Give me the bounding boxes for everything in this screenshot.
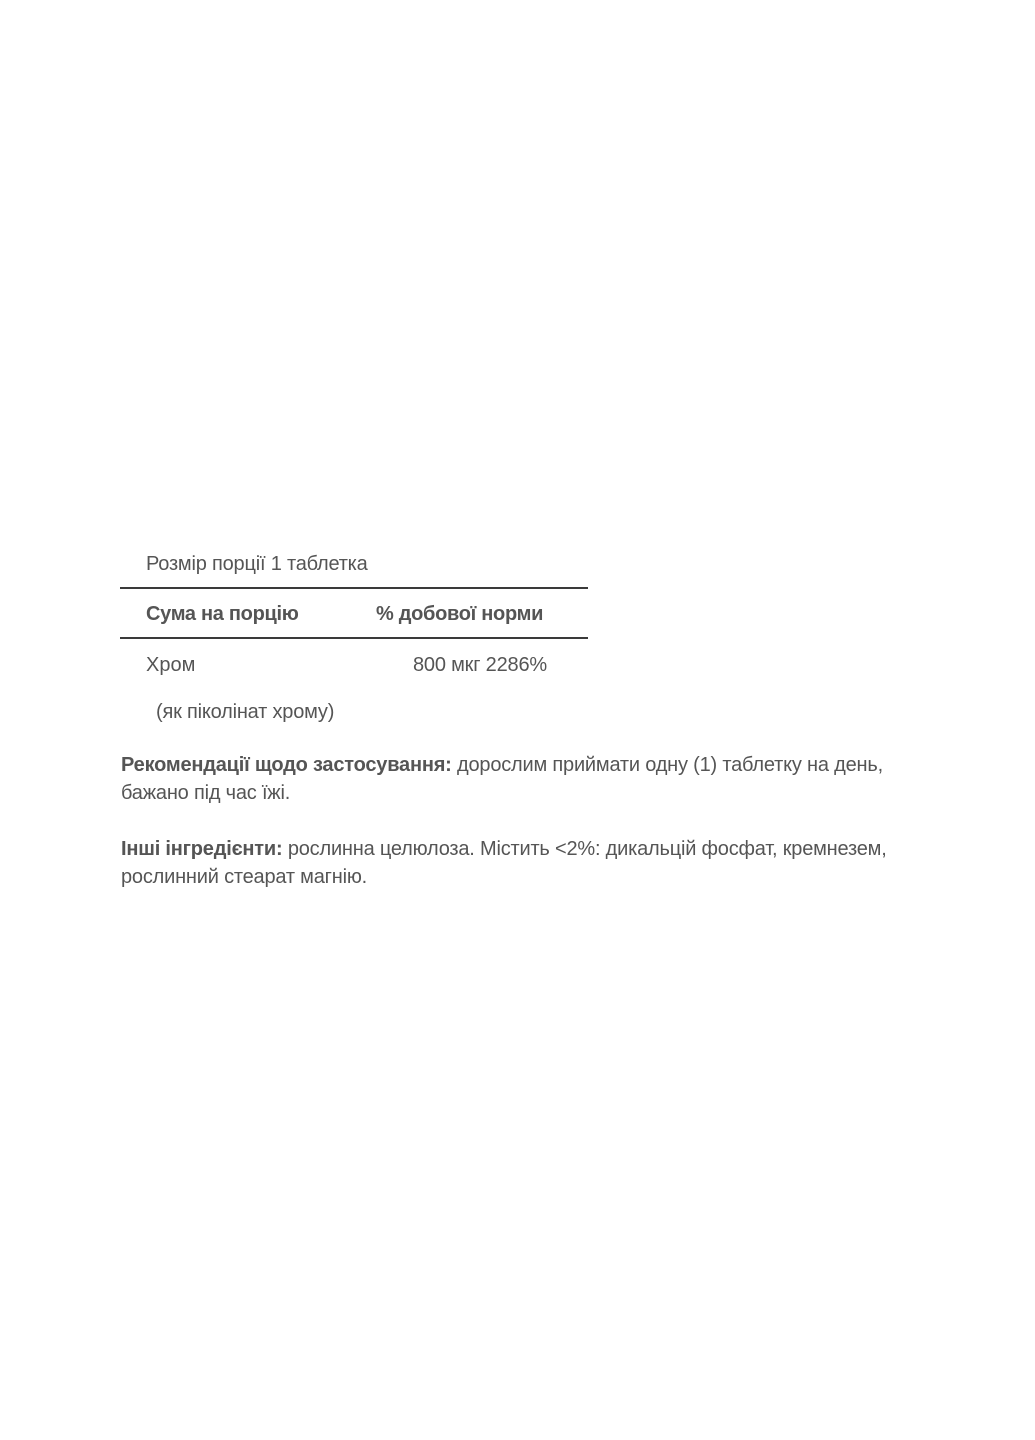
other-ingredients-text: рослинна целюлоза. Містить <2%: дикальцій фосфат, кремнезем, рослинний стеарат магнію. xyxy=(121,838,887,888)
directions-paragraph xyxy=(121,751,941,807)
header-daily-value: % добової норми xyxy=(376,603,544,625)
header-amount-per-serving: Сума на порцію xyxy=(146,603,299,625)
other-ingredients-paragraph xyxy=(121,835,941,891)
nutrient-name: Хром xyxy=(146,654,196,676)
serving-size: Розмір порції 1 таблетка xyxy=(146,553,368,575)
nutrient-amount: 800 мкг 2286% xyxy=(413,654,547,676)
nutrient-source-note: (як піколінат хрому) xyxy=(156,701,335,723)
table-top-rule xyxy=(120,587,588,589)
other-ingredients-label: Інші інгредієнти: xyxy=(121,838,283,860)
directions-label: Рекомендації щодо застосування: xyxy=(121,754,452,776)
directions-text: дорослим приймати одну (1) таблетку на день, бажано під час їжі. xyxy=(121,754,883,804)
table-header-rule xyxy=(120,637,588,639)
